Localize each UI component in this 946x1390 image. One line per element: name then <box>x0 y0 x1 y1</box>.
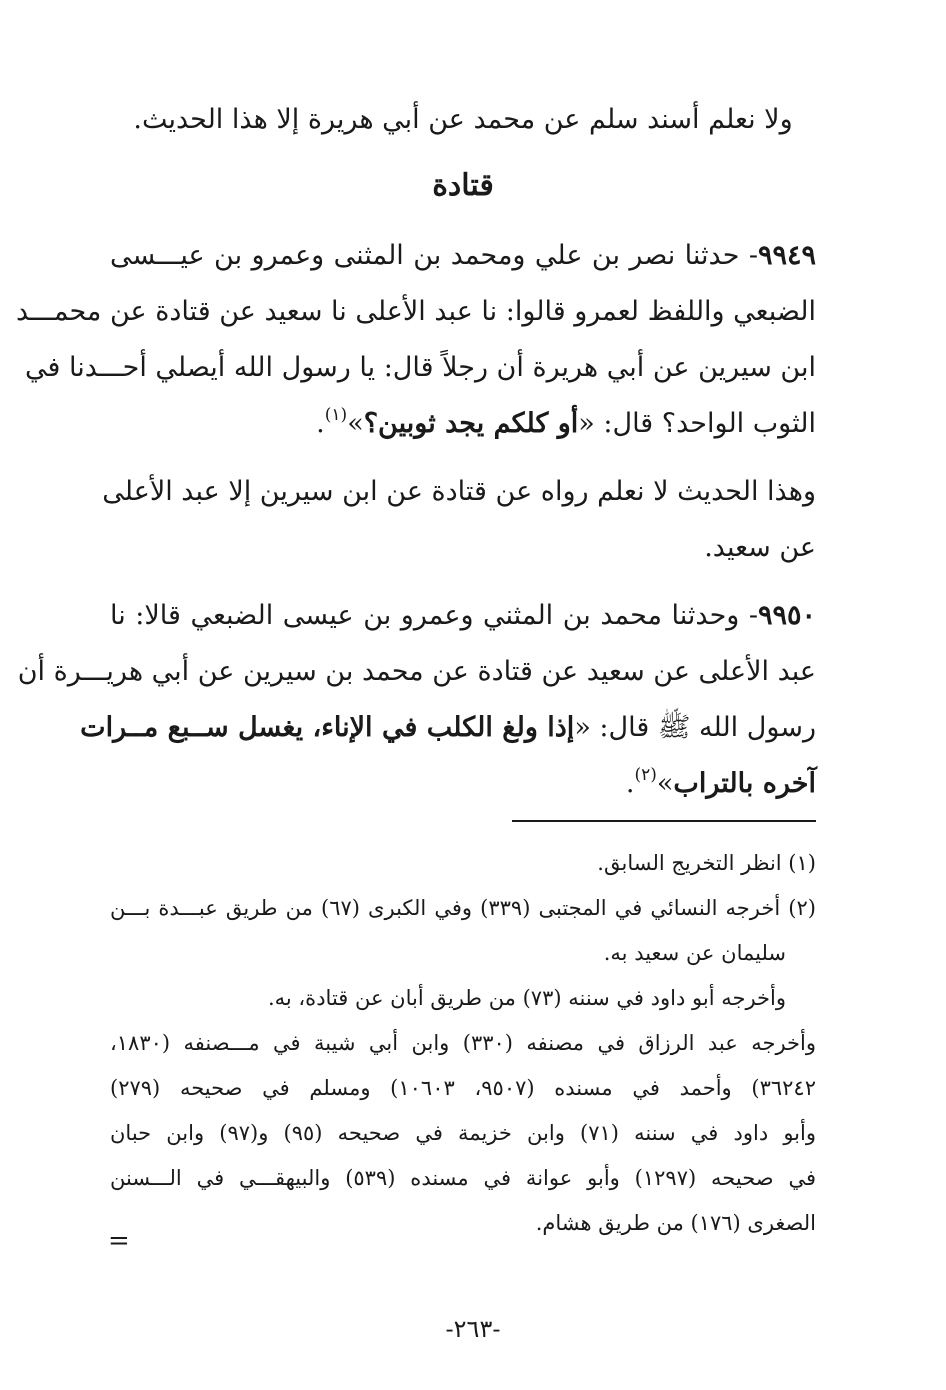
hadith-9950-text-1: - وحدثنا محمد بن المثني وعمرو بن عيسى الضبعي قالا: نا <box>110 600 758 631</box>
footnote-separator <box>512 820 816 822</box>
footnote-2-line-4: وأخرجه عبد الرزاق في مصنفه (٣٣٠) وابن أبي شيبة في مـــصنفه (١٨٣٠، <box>110 1031 816 1055</box>
hadith-9950-line-4 <box>110 762 816 806</box>
hadith-9950-line-2: عبد الأعلى عن سعيد عن قتادة عن محمد بن سيرين عن أبي هريـــرة أن <box>17 656 816 687</box>
hadith-9949-number: ٩٩٤٩ <box>757 240 816 271</box>
footnote-2-line-5: ٣٦٢٤٢) وأحمد في مسنده (٩٥٠٧، ١٠٦٠٣) ومسلم في صحيحه (٢٧٩) <box>110 1076 816 1100</box>
footnote-ref-1: (١) <box>324 405 348 425</box>
footnote-2-line-7: في صحيحه (١٢٩٧) وأبو عوانة في مسنده (٥٣٩) والبيهقـــي في الـــسنن <box>110 1166 816 1190</box>
intro-line: ولا نعلم أسند سلم عن محمد عن أبي هريرة إلا هذا الحديث. <box>133 104 793 135</box>
footnote-2-line-1: (٢) أخرجه النسائي في المجتبى (٣٣٩) وفي الكبرى (٦٧) من طريق عبـــدة بـــن <box>110 896 816 920</box>
footnote-2-line-3: وأخرجه أبو داود في سننه (٧٣) من طريق أبان عن قتادة، به. <box>267 986 786 1010</box>
hadith-9949-line-1 <box>110 234 816 278</box>
note-line-2: عن سعيد. <box>704 532 816 563</box>
hadith-9949-line-4 <box>110 402 816 446</box>
hadith-9949-text-4: الثوب الواحد؟ قال: « <box>578 408 816 439</box>
footnote-2-line-6: وأبو داود في سننه (٧١) وابن خزيمة في صحيحه (٩٥) و(٩٧) وابن حبان <box>110 1121 817 1145</box>
footnote-2-line-2: سليمان عن سعيد به. <box>603 941 786 965</box>
hadith-9950-line-1 <box>110 594 816 638</box>
note-line-1: وهذا الحديث لا نعلم رواه عن قتادة عن ابن سيرين إلا عبد الأعلى <box>102 476 816 507</box>
hadith-9950-matn-2: آخره بالتراب <box>673 768 816 799</box>
hadith-9949-matn: أو كلكم يجد ثوبين؟ <box>363 408 579 439</box>
hadith-9950-period: . <box>625 768 635 799</box>
page-number: -٢٦٣- <box>445 1315 501 1343</box>
hadith-9950-number: ٩٩٥٠ <box>757 600 816 631</box>
section-title: قتادة <box>432 168 494 203</box>
hadith-9949-line-2: الضبعي واللفظ لعمرو قالوا: نا عبد الأعلى نا سعيد عن قتادة عن محمـــد <box>15 296 816 327</box>
hadith-9950-matn-1: إذا ولغ الكلب في الإناء، يغسل ســبع مــرات <box>80 712 575 743</box>
hadith-9950-quote-close: » <box>656 768 674 799</box>
hadith-9950-line-3 <box>80 706 816 750</box>
hadith-9950-text-3: رسول الله ﷺ قال: « <box>574 712 816 743</box>
footnote-continuation-mark: = <box>108 1226 130 1256</box>
hadith-9949-period: . <box>316 408 325 439</box>
hadith-9949-line-3: ابن سيرين عن أبي هريرة أن رجلاً قال: يا رسول الله أيصلي أحـــدنا في <box>24 352 816 383</box>
footnote-2-line-8: الصغرى (١٧٦) من طريق هشام. <box>535 1211 816 1235</box>
footnote-ref-2: (٢) <box>634 765 657 785</box>
hadith-9949-text-1: - حدثنا نصر بن علي ومحمد بن المثنى وعمرو بن عيـــسى <box>110 240 758 271</box>
footnote-1: (١) انظر التخريج السابق. <box>597 851 816 875</box>
hadith-9949-quote-close: » <box>347 408 364 439</box>
